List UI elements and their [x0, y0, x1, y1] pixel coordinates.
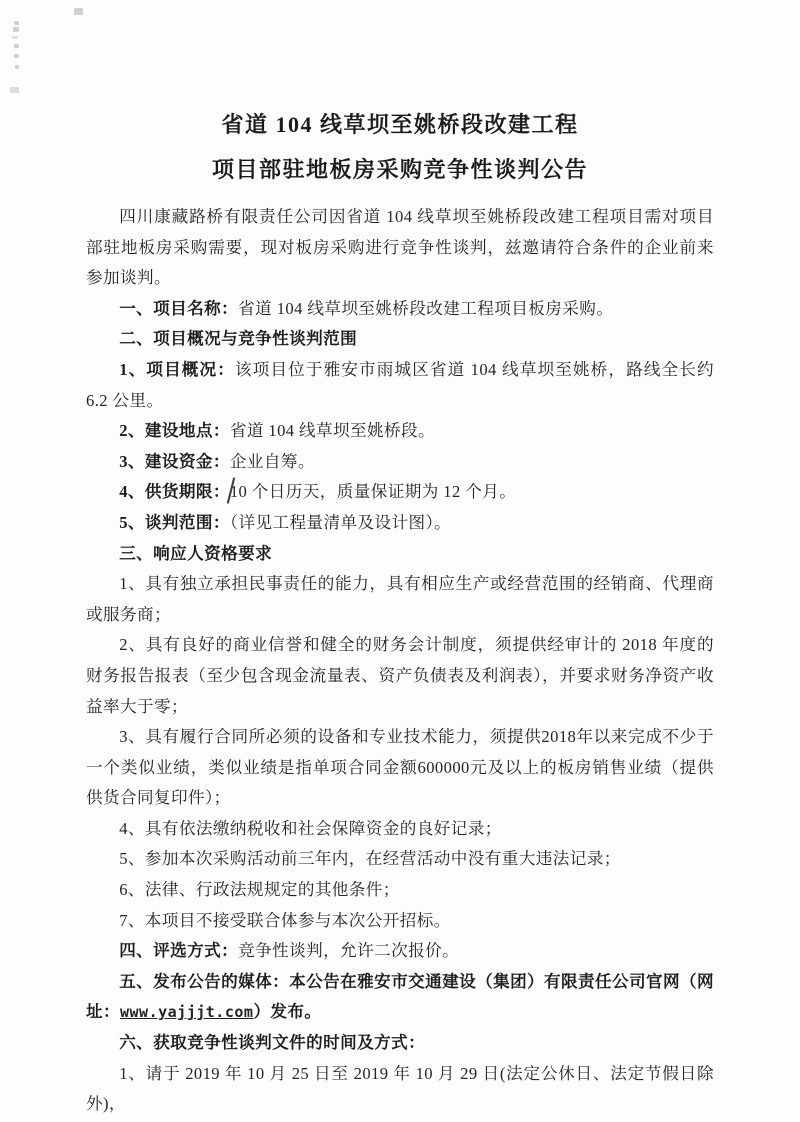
heading-qualification-requirements [86, 539, 714, 570]
scan-artifact [74, 8, 83, 15]
item-evaluation-method [86, 936, 714, 967]
item-construction-funding [86, 447, 714, 478]
item-construction-location [86, 416, 714, 447]
item-negotiation-scope-text: （详见工程量清单及设计图）。 [229, 512, 452, 532]
item-negotiation-scope [86, 508, 714, 539]
item-supply-period-label: 4、供货期限： [119, 482, 230, 502]
intro-paragraph: 四川康藏路桥有限责任公司因省道 104 线草坝至姚桥段改建工程项目需对项目部驻地板房采购需要，现对板房采购进行竞争性谈判，兹邀请符合条件的企业前来参加谈判。 [86, 207, 714, 288]
qualification-item-4: 4、具有依法缴纳税收和社会保障资金的良好记录； [119, 818, 502, 838]
item-project-overview-label: 1、项目概况： [119, 359, 235, 379]
scan-artifact [13, 27, 19, 32]
heading-obtain-documents [86, 1028, 714, 1059]
qualification-item-2: 2、具有良好的商业信誉和健全的财务会计制度，须提供经审计的 2018 年度的财务报告报表（至少包含现金流量表、资产负债表及利润表），并要求财务净资产收益率大于零； [86, 635, 714, 716]
qualification-item-1: 1、具有独立承担民事责任的能力，具有相应生产或经营范围的经销商、代理商或服务商； [86, 574, 714, 624]
scan-artifact [14, 54, 19, 58]
item-announcement-media-label: 五、发布公告的媒体： [119, 971, 290, 991]
item-project-name-text: 省道 104 线草坝至姚桥段改建工程项目板房采购。 [238, 298, 614, 318]
item-project-overview-text: 该项目位于雅安市雨城区省道 104 线草坝至姚桥，路线全长约 6.2 公里。 [86, 359, 714, 410]
document-title-line1: 省道 104 线草坝至姚桥段改建工程 [221, 112, 579, 137]
heading-project-overview-label: 二、项目概况与竞争性谈判范围 [119, 329, 358, 349]
item-construction-location-label: 2、建设地点： [119, 421, 230, 441]
item-announcement-media [86, 967, 714, 1028]
heading-obtain-documents-label: 六、获取竞争性谈判文件的时间及方式： [119, 1033, 426, 1053]
item-project-name [86, 294, 714, 325]
item-supply-period [86, 477, 714, 508]
item-project-overview [86, 355, 714, 416]
qualification-item-5: 5、参加本次采购活动前三年内，在经营活动中没有重大违法记录； [119, 849, 621, 869]
item-construction-funding-label: 3、建设资金： [119, 451, 230, 471]
item-evaluation-method-text: 竞争性谈判，允许二次报价。 [238, 941, 460, 961]
item-project-name-label: 一、项目名称： [119, 298, 239, 318]
document-title-line2: 项目部驻地板房采购竞争性谈判公告 [211, 157, 588, 182]
scan-artifact [14, 21, 19, 25]
item-negotiation-scope-label: 5、谈判范围： [119, 512, 230, 532]
qualification-item-7: 7、本项目不接受联合体参与本次公开招标。 [119, 910, 451, 930]
item-announcement-media-text-after: ）发布。 [253, 1002, 322, 1022]
item-construction-location-text: 省道 104 线草坝至姚桥段。 [229, 421, 435, 441]
item-evaluation-method-label: 四、评选方式： [119, 941, 239, 961]
document-content [86, 110, 714, 1120]
item-announcement-media-text: 本公告在雅安市交通建设（集团）有限责任公司官网（网址： [86, 971, 715, 1022]
heading-qualification-requirements-label: 三、响应人资格要求 [119, 543, 273, 563]
item-obtain-time: 1、请于 2019 年 10 月 25 日至 2019 年 10 月 29 日(法定公休日、法定节假日除外)， [86, 1063, 714, 1114]
heading-project-overview [86, 324, 714, 355]
scan-artifact [10, 87, 19, 93]
qualification-item-3: 3、具有履行合同所必须的设备和专业技术能力，须提供2018年以来完成不少于一个类似业绩，类似业绩是指单项合同金额600000元及以上的板房销售业绩（提供供货合同复印件）； [86, 727, 714, 808]
scan-artifact [15, 65, 19, 69]
scan-artifact [12, 36, 18, 39]
qualification-item-6: 6、法律、行政法规规定的其他条件； [119, 880, 400, 900]
item-construction-funding-text: 企业自筹。 [229, 451, 315, 471]
announcement-website-url: www.yajjjt.com [120, 1003, 254, 1022]
scan-artifact [14, 44, 19, 48]
item-supply-period-text: 10 个日历天，质量保证期为 12 个月。 [229, 482, 517, 502]
